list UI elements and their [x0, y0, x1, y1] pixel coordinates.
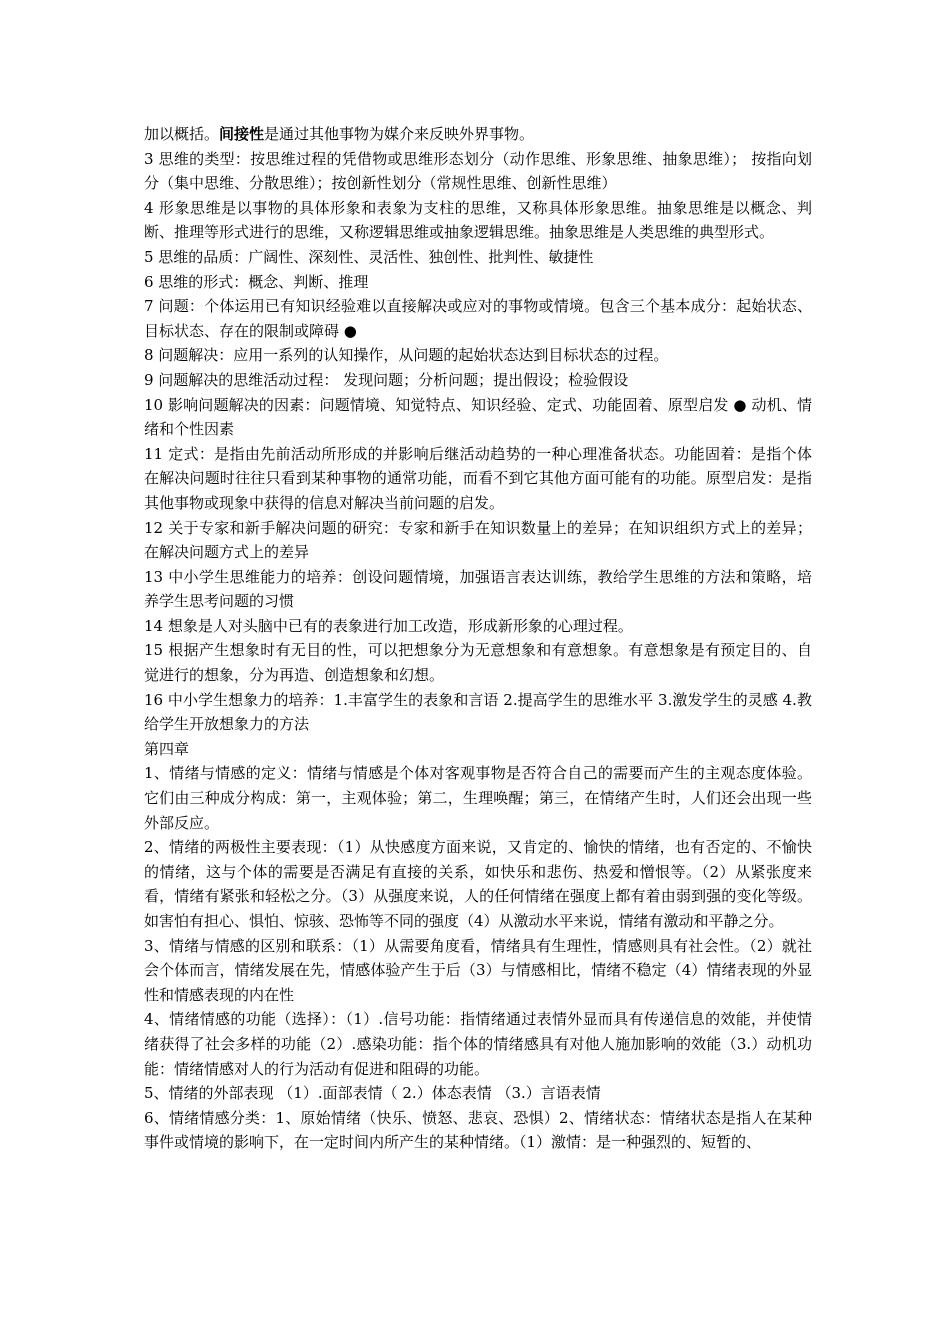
paragraph-problem-solving-process: 9 问题解决的思维活动过程： 发现问题；分析问题；提出假设；检验假设 [144, 370, 629, 389]
paragraph-emotion-classification: 6、情绪情感分类：1、原始情绪（快乐、愤怒、悲哀、恐惧）2、情绪状态：情绪状态是指人在某种事件或情境的影响下，在一定时间内所产生的某种情绪。（1）激情：是一种强烈的、短暂的、 [144, 1108, 812, 1152]
paragraph-expert-novice: 12 关于专家和新手解决问题的研究：专家和新手在知识数量上的差异；在知识组织方式上的差异；在解决问题方式上的差异 [144, 518, 812, 562]
paragraph-text-post: 是通过其他事物为媒介来反映外界事物。 [264, 125, 535, 143]
paragraph-thinking-forms: 6 思维的形式：概念、判断、推理 [144, 272, 369, 291]
paragraph-imagination: 14 想象是人对头脑中已有的表象进行加工改造，形成新形象的心理过程。 [144, 616, 633, 635]
paragraph-thinking-types: 3 思维的类型：按思维过程的凭借物或思维形态划分（动作思维、形象思维、抽象思维）； 按指向划分（集中思维、分散思维）；按创新性划分（常规性思维、创新性思维） [144, 149, 812, 193]
paragraph-thinking-training: 13 中小学生思维能力的培养：创设问题情境，加强语言表达训练，教给学生思维的方法和策略，培养学生思考问题的习惯 [144, 567, 812, 611]
paragraph-emotion-functions: 4、情绪情感的功能（选择）：（1）.信号功能：指情绪通过表情外显而具有传递信息的效能，并使情绪获得了社会多样的功能（2）.感染功能：指个体的情绪感具有对他人施加影响的效能（3.）动机功能：情绪情感对人的行为活动有促进和阻碍的功能。 [144, 1010, 812, 1078]
chapter-heading: 第四章 [144, 739, 190, 758]
paragraph-image-thinking: 4 形象思维是以事物的具体形象和表象为支柱的思维，又称具体形象思维。抽象思维是以概念、判断、推理等形式进行的思维，又称逻辑思维或抽象逻辑思维。抽象思维是人类思维的典型形式。 [144, 198, 812, 242]
paragraph-problem: 7 问题：个体运用已有知识经验难以直接解决或应对的事物或情境。包含三个基本成分：起始状态、目标状态、存在的限制或障碍 ● [144, 297, 812, 340]
paragraph-emotion-expression: 5、情绪的外部表现 （1）.面部表情（ 2.）体态表情 （3.）言语表情 [144, 1084, 601, 1103]
paragraph-indirectness [144, 122, 812, 147]
paragraph-problem-solving-factors: 10 影响问题解决的因素：问题情境、知觉特点、知识经验、定式、功能固着、原型启发 ● 动机、情绪和个性因素 [144, 395, 812, 439]
paragraph-emotion-definition: 1、情绪与情感的定义：情绪与情感是个体对客观事物是否符合自己的需要而产生的主观态度体验。它们由三种成分构成：第一，主观体验；第二，生理唤醒；第三，在情绪产生时，人们还会出现一些外部反应。 [144, 764, 812, 832]
document-page [144, 122, 812, 1155]
paragraph-text-pre: 加以概括。 [144, 125, 220, 143]
bold-term-indirectness: 间接性 [219, 125, 265, 143]
paragraph-imagination-training: 16 中小学生想象力的培养：1.丰富学生的表象和言语 2.提高学生的思维水平 3.激发学生的灵感 4.教给学生开放想象力的方法 [144, 690, 812, 734]
paragraph-imagination-types: 15 根据产生想象时有无目的性，可以把想象分为无意想象和有意想象。有意想象是有预定目的、自觉进行的想象，分为再造、创造想象和幻想。 [144, 641, 812, 685]
paragraph-set-definition: 11 定式：是指由先前活动所形成的并影响后继活动趋势的一种心理准备状态。功能固着：是指个体在解决问题时往往只看到某种事物的通常功能，而看不到它其他方面可能有的功能。原型启发：是指其他事物或现象中获得的信息对解决当前问题的启发。 [144, 444, 812, 512]
paragraph-emotion-difference: 3、情绪与情感的区别和联系：（1）从需要角度看，情绪具有生理性，情感则具有社会性。（2）就社会个体而言，情绪发展在先，情感体验产生于后（3）与情感相比，情绪不稳定（4）情绪表现的外显性和情感表现的内在性 [144, 936, 812, 1004]
paragraph-thinking-qualities: 5 思维的品质：广阔性、深刻性、灵活性、独创性、批判性、敏捷性 [144, 247, 594, 266]
paragraph-problem-solving: 8 问题解决：应用一系列的认知操作，从问题的起始状态达到目标状态的过程。 [144, 346, 669, 365]
paragraph-emotion-polarity: 2、情绪的两极性主要表现：（1）从快感度方面来说，又肯定的、愉快的情绪，也有否定的、不愉快的情绪，这与个体的需要是否满足有直接的关系，如快乐和悲伤、热爱和憎恨等。（2）从紧张度来看，情绪有紧张和轻松之分。（3）从强度来说，人的任何情绪在强度上都有着由弱到强的变化等级。如害怕有担心、惧怕、惊骇、恐怖等不同的强度（4）从激动水平来说，情绪有激动和平静之分。 [144, 838, 812, 930]
